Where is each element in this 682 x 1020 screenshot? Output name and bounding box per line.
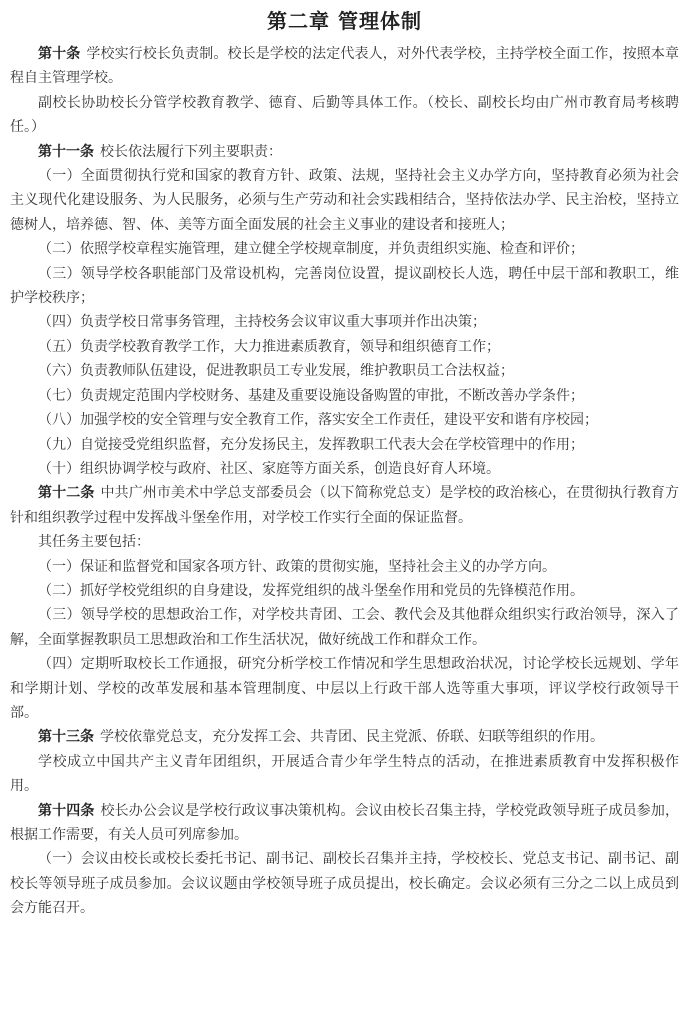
paragraph-text: （三）领导学校的思想政治工作，对学校共青团、工会、教代会及其他群众组织实行政治领导，深入了解，全面掌握教职员工思想政治和工作生活状况，做好统战工作和群众工作。 (10, 607, 679, 648)
article-paragraph (10, 42, 679, 91)
article-label: 第十四条 (38, 802, 95, 819)
body-paragraph (10, 335, 679, 359)
body-paragraph (10, 579, 679, 603)
paragraph-text: （一）全面贯彻执行党和国家的教育方针、政策、法规，坚持社会主义办学方向，坚持教育必须为社会主义现代化建设服务、为人民服务，必须与生产劳动和社会实践相结合，坚持依法办学、民主治校，坚持立德树人，培养德、智、体、美等方面全面发展的社会主义事业的建设者和接班人； (10, 168, 679, 233)
body-paragraph (10, 847, 679, 920)
article-label: 第十条 (38, 46, 81, 62)
article-paragraph (10, 799, 679, 848)
paragraph-text: （二）抓好学校党组织的自身建设，发挥党组织的战斗堡垒作用和党员的先锋模范作用。 (38, 582, 584, 599)
paragraph-text: 校长办公会议是学校行政议事决策机构。会议由校长召集主持，学校党政领导班子成员参加，根据工作需要，有关人员可列席参加。 (10, 802, 680, 843)
paragraph-text: 学校成立中国共产主义青年团组织，开展适合青少年学生特点的活动，在推进素质教育中发挥积极作用。 (10, 753, 679, 795)
article-label: 第十三条 (38, 729, 94, 746)
body-paragraph (10, 384, 679, 408)
paragraph-text: 中共广州市美术中学总支部委员会（以下简称党总支）是学校的政治核心，在贯彻执行教育方针和组织教学过程中发挥战斗堡垒作用，对学校工作实行全面的保证监督。 (10, 485, 680, 526)
paragraph-text: （九）自觉接受党组织监督，充分发扬民主，发挥教职工代表大会在学校管理中的作用； (38, 436, 584, 453)
body-paragraph (10, 237, 679, 261)
paragraph-text: （一）保证和监督党和国家各项方针、政策的贯彻实施，坚持社会主义的办学方向。 (38, 558, 556, 575)
body-paragraph (10, 359, 679, 383)
body-paragraph (10, 457, 679, 481)
paragraph-text: （三）领导学校各职能部门及常设机构，完善岗位设置，提议副校长人选，聘任中层干部和教职工，维护学校秩序； (10, 265, 679, 307)
article-paragraph (10, 481, 679, 530)
paragraph-text: （一）会议由校长或校长委托书记、副书记、副校长召集并主持，学校校长、党总支书记、副书记、副校长等领导班子成员参加。会议议题由学校领导班子成员提出，校长确定。会议必须有三分之二以上成员到会方能召开。 (10, 851, 679, 917)
body-paragraph (10, 262, 679, 311)
body-paragraph (10, 91, 679, 140)
paragraph-text: （四）定期听取校长工作通报，研究分析学校工作情况和学生思想政治状况，讨论学校长远规划、学年和学期计划、学校的改革发展和基本管理制度、中层以上行政干部人选等重大事项，评议学校行政领导干部。 (10, 656, 679, 721)
body-paragraph (10, 555, 679, 579)
chapter-title: 第二章 管理体制 (267, 9, 422, 33)
paragraph-text: （五）负责学校教育教学工作，大力推进素质教育，领导和组织德育工作； (38, 338, 500, 355)
paragraph-text: （二）依照学校章程实施管理，建立健全学校规章制度，并负责组织实施、检查和评价； (38, 241, 584, 258)
body-paragraph (10, 408, 679, 432)
paragraph-text: （四）负责学校日常事务管理，主持校务会议审议重大事项并作出决策； (38, 314, 486, 331)
paragraph-text: （六）负责教师队伍建设，促进教职员工专业发展，维护教职员工合法权益； (38, 363, 514, 380)
body-paragraph (10, 750, 679, 799)
body-paragraph (10, 433, 679, 457)
paragraph-text: 副校长协助校长分管学校教育教学、德育、后勤等具体工作。（校长、副校长均由广州市教育局考核聘任。） (10, 94, 679, 136)
article-label: 第十二条 (38, 485, 95, 502)
body-paragraph (10, 652, 679, 725)
paragraph-text: （八）加强学校的安全管理与安全教育工作，落实安全工作责任，建设平安和谐有序校园； (38, 412, 598, 429)
body-paragraph (10, 603, 679, 652)
article-label: 第十一条 (38, 143, 94, 160)
chapter-body (10, 42, 679, 921)
paragraph-text: 校长依法履行下列主要职责： (100, 143, 282, 160)
body-paragraph (10, 530, 679, 554)
article-paragraph (10, 725, 679, 749)
body-paragraph (10, 164, 679, 237)
paragraph-text: 学校实行校长负责制。校长是学校的法定代表人，对外代表学校，主持学校全面工作，按照本章程自主管理学校。 (10, 46, 680, 87)
body-paragraph (10, 310, 679, 334)
paragraph-text: 学校依靠党总支，充分发挥工会、共青团、民主党派、侨联、妇联等组织的作用。 (100, 729, 604, 746)
paragraph-text: 其任务主要包括： (38, 534, 150, 551)
paragraph-text: （七）负责规定范围内学校财务、基建及重要设施设备购置的审批，不断改善办学条件； (38, 387, 584, 404)
article-paragraph (10, 140, 679, 164)
paragraph-text: （十）组织协调学校与政府、社区、家庭等方面关系，创造良好育人环境。 (38, 460, 500, 477)
